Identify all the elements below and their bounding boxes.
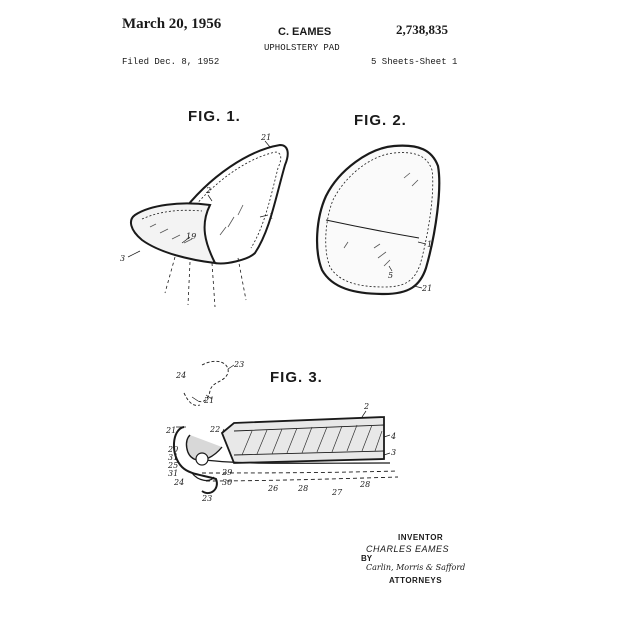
- fig2-label-21: 21: [422, 284, 433, 293]
- fig3-label-24: 24: [174, 478, 185, 487]
- patent-subtitle: UPHOLSTERY PAD: [264, 43, 340, 53]
- fig3-label-4: 4: [391, 432, 397, 441]
- fig3-label-29: 29: [222, 468, 233, 477]
- fig3-label-30: 30: [222, 478, 233, 487]
- fig3-label-3: 3: [391, 448, 397, 457]
- fig3-label-23: 23: [202, 494, 213, 503]
- sheet-count: 5 Sheets-Sheet 1: [371, 57, 458, 67]
- fig3-label-25: 25: [168, 461, 179, 470]
- fig3-title: FIG. 3.: [270, 369, 323, 386]
- fig3-label-21-top: 21: [204, 396, 215, 405]
- fig3-label-21: 21: [166, 426, 177, 435]
- by-label: BY: [361, 554, 373, 563]
- fig3-label-31-b: 31: [168, 469, 179, 478]
- fig1-label-3: 3: [120, 254, 126, 263]
- fig2-pad-drawing: [314, 138, 454, 303]
- fig3-label-24-top: 24: [176, 371, 187, 380]
- fig1-label-21: 21: [261, 133, 272, 142]
- fig3-label-28-a: 28: [298, 484, 309, 493]
- fig1-label-19: 19: [186, 232, 197, 241]
- attorneys-signature: Carlin, Morris & Safford: [366, 563, 466, 572]
- inventor-label: INVENTOR: [398, 533, 444, 542]
- patent-date: March 20, 1956: [122, 16, 222, 32]
- fig3-label-26: 26: [268, 484, 279, 493]
- fig3-section-drawing: [162, 355, 412, 505]
- filed-date: Filed Dec. 8, 1952: [122, 57, 220, 67]
- fig3-label-27: 27: [332, 488, 343, 497]
- fig1-chair-drawing: [120, 135, 300, 315]
- fig2-label-1: 1: [427, 240, 433, 249]
- fig1-label-2: 2: [206, 186, 212, 195]
- fig1-label-1: 1: [269, 212, 275, 221]
- fig3-label-22: 22: [210, 425, 221, 434]
- fig2-title: FIG. 2.: [354, 112, 407, 129]
- inventor-short-name: C. EAMES: [278, 26, 332, 38]
- fig3-label-20: 20: [168, 445, 179, 454]
- fig3-label-23-top: 23: [234, 360, 245, 369]
- fig3-label-28-b: 28: [360, 480, 371, 489]
- fig3-label-31-a: 31: [168, 453, 179, 462]
- patent-number: 2,738,835: [396, 22, 448, 37]
- attorneys-label: ATTORNEYS: [389, 576, 443, 585]
- fig3-label-2: 2: [364, 402, 370, 411]
- fig2-label-5: 5: [388, 271, 394, 280]
- inventor-full-name: CHARLES EAMES: [366, 544, 450, 554]
- fig1-title: FIG. 1.: [188, 108, 241, 125]
